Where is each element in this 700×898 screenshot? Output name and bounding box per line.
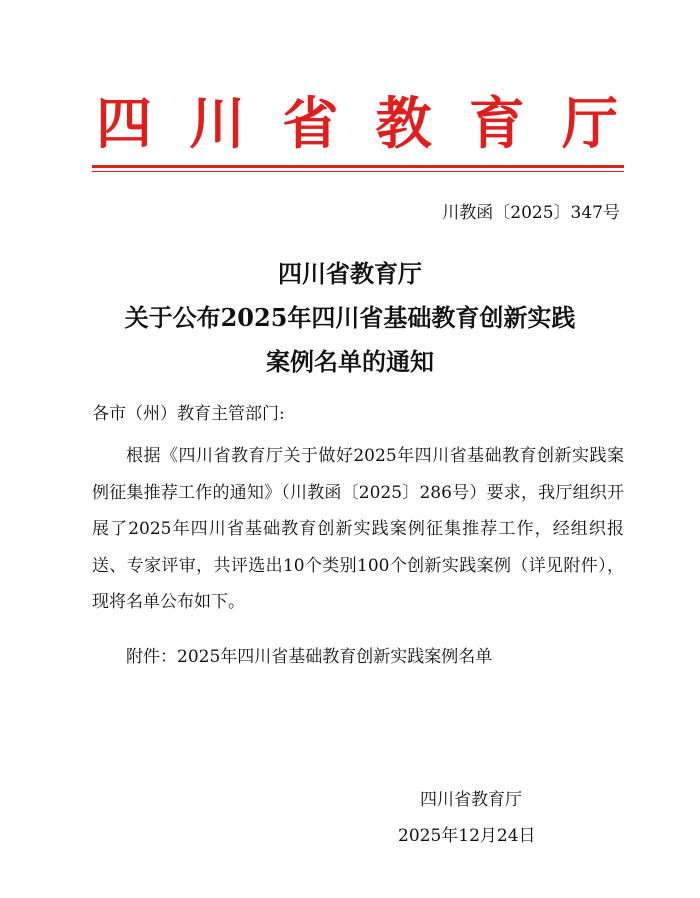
document-number: 川教函〔2025〕347号 bbox=[442, 203, 620, 223]
masthead-divider-thin bbox=[92, 171, 624, 172]
masthead-char: 四 bbox=[96, 91, 152, 157]
attachment-line: 附件：2025年四川省基础教育创新实践案例名单 bbox=[126, 647, 493, 667]
issue-date: 2025年12月24日 bbox=[398, 826, 536, 846]
title-line-2: 关于公布2025年四川省基础教育创新实践 bbox=[124, 303, 576, 332]
title-line-3: 案例名单的通知 bbox=[266, 347, 434, 376]
title-line-1: 四川省教育厅 bbox=[278, 259, 422, 288]
body-paragraph: 根据《四川省教育厅关于做好2025年四川省基础教育创新实践案例征集推荐工作的通知》（川教函〔2025〕286号）要求，我厅组织开展了2025年四川省基础教育创新实践案例征集推荐工作，经组织报送、专家评审，共评选出10个类别100个创新实践案例（详见附件），现将名单公布如下。 bbox=[92, 446, 624, 612]
masthead-char: 省 bbox=[282, 91, 339, 157]
masthead-char: 川 bbox=[189, 91, 246, 157]
addressee: 各市（州）教育主管部门: bbox=[92, 404, 285, 424]
masthead-char: 教 bbox=[375, 91, 432, 157]
masthead-divider-thick bbox=[92, 165, 624, 168]
masthead-title bbox=[92, 88, 622, 160]
masthead-char: 厅 bbox=[561, 91, 618, 157]
document-title bbox=[0, 252, 700, 384]
masthead-char: 育 bbox=[468, 91, 525, 157]
signer: 四川省教育厅 bbox=[420, 790, 522, 810]
